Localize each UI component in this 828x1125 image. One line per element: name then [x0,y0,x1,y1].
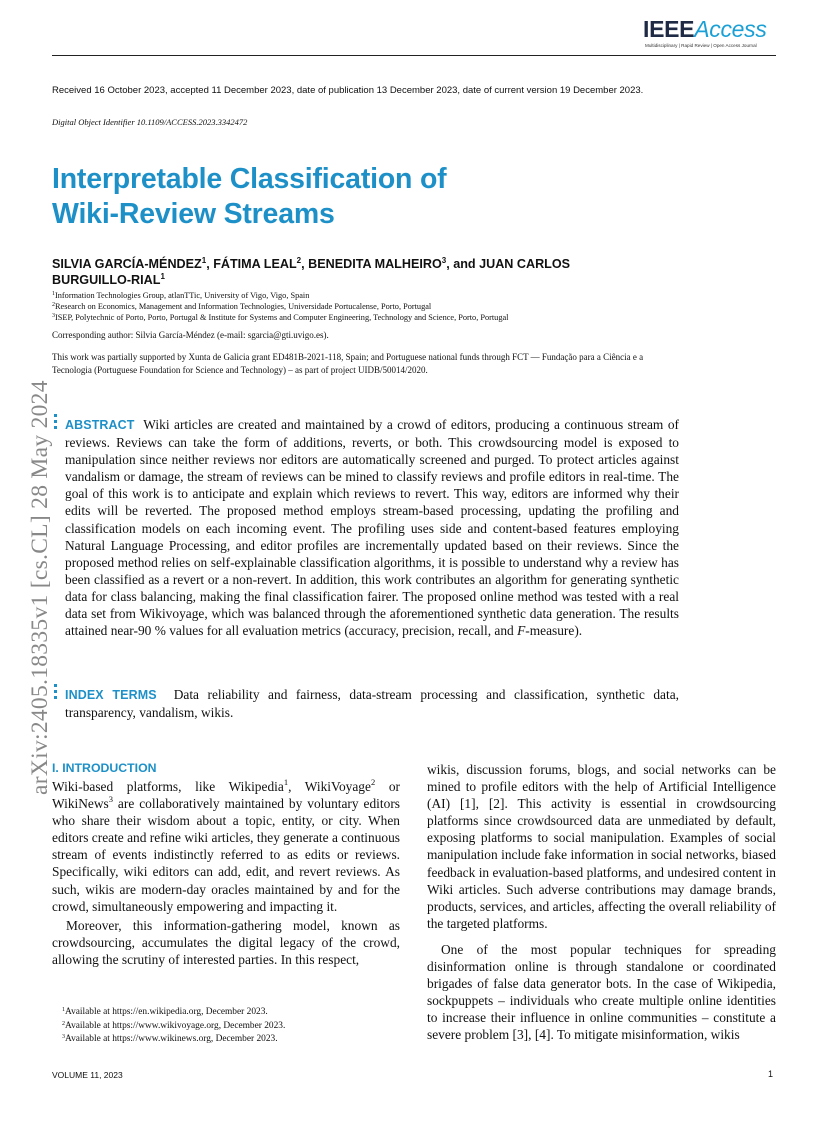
author-3: BENEDITA MALHEIRO [308,257,442,271]
title-line-1: Interpretable Classification of [52,163,447,195]
abstract-text: Wiki articles are created and maintained by a crowd of editors, producing a continuous stream of reviews. Reviews can take the form of additions, reverts, or both. This crowdsourcing model is exposed to manipulation since neither reviews nor editors are automatically screened and purged. To protect articles against vandalism or damage, the stream of reviews can be mined to classify reviews and profile editors in real-time. The goal of this work is to anticipate and explain which reviews to revert. This way, editors are informed why their edits will be reverted. The proposed method employs stream-based processing, updating the profiling and classification models on each incoming event. The profiling uses side and content-based features employing Natural Language Processing, and editor profiles are incrementally updated based on their reviews. Since the proposed method relies on self-explainable classification algorithms, it is possible to understand why a review has been classified as a revert or a non-revert. In addition, this work contributes an algorithm for generating synthetic data for class balancing, making the final classification fairer. The proposed online method was tested with a real data set from Wikivoyage, which was balanced through the aforementioned synthetic data generation. The results attained near-90 % values for all evaluation metrics (accuracy, precision, recall, and [65,417,679,639]
paragraph-text: or WikiNews [52,779,400,812]
abstract-italic-f: F [517,623,526,639]
logo-access-text: Access [694,16,767,42]
author-4: and JUAN CARLOS BURGUILLO-RIAL [52,257,571,287]
index-terms-label: INDEX TERMS [65,688,157,702]
footnote-text: Available at https://www.wikinews.org, December 2023. [65,1034,278,1045]
funding-note: This work was partially supported by Xunta de Galicia grant ED481B-2021-118, Spain; and Portuguese national funds through FCT — Fundação para a Ciência e a Tecnologia (Portuguese Foundation for Science and Technology) – as part of project UIDB/50014/2020. [52,352,644,376]
index-terms-marker-icon [54,684,57,702]
paragraph-text: are collaboratively maintained by voluntary editors who share their wisdom about a topic, entity, or city. When editors create and refine wiki articles, they generate a continuous stream of events indistinctly referred to as edits or reviews. Specifically, wiki editors can add, edit, and revert reviews. As such, wikis are modern-day oracles maintained by and for the crowd, simultaneously empowering and impacting it. [52,796,401,914]
affiliation-item [52,312,752,323]
corresponding-author: Corresponding author: Silvia García-Méndez (e-mail: sgarcia@gti.uvigo.es). [52,330,329,340]
paper-title [52,162,612,232]
paragraph-text: ) [1], [2]. This activity is essential in crowdsourcing platforms since crowdsourced data are unmediated by default, exposing platforms to social manipulation. Examples of social manipulation include fake information in social networks, biased feedback in evaluation-based platforms, and undesired content in Wiki articles. Such adverse contributions may damage brands, products, services, and articles, affecting the overall reliability of the targeted platforms. [427,796,776,931]
footnote-text: Available at https://www.wikivoyage.org, December 2023. [65,1020,286,1031]
abstract-label: ABSTRACT [65,418,135,432]
acronym-ai: AI [431,796,446,812]
abstract-text-end: -measure). [525,623,583,639]
affiliations [52,290,752,324]
intro-paragraph-4: One of the most popular techniques for spreading disinformation online is through standalone or coordinated brigades of false data generator bots. In the case of Wikipedia, sockpuppets – individuals who create multiple online identities to increase their influence in online communities – constitute a severe problem [3], [4]. To mitigate misinformation, wikis [427,941,776,1043]
footnote-ref[interactable]: 1 [283,777,289,787]
index-terms [65,686,679,721]
logo-ieee-text: IEEE [643,16,695,42]
footnote-item [62,1033,392,1047]
section-heading-introduction: I. INTRODUCTION [52,761,157,775]
header-divider [52,55,776,56]
affiliation-number: 1 [52,291,55,297]
affiliation-text: Research on Economics, Management and Information Technologies, Universidade Portucalense, Porto, Portugal [55,302,432,312]
affiliation-number: 3 [52,313,55,320]
footnote-ref[interactable]: 2 [370,777,376,787]
index-terms-text: Data reliability and fairness, data-stream processing and classification, synthetic data, transparency, vandalism, wikis. [65,687,679,721]
abstract-marker-icon [54,414,57,432]
footnote-item [62,1020,392,1034]
publication-dates: Received 16 October 2023, accepted 11 December 2023, date of publication 13 December 2023, date of current version 19 December 2023. [52,85,644,96]
journal-logo [643,16,771,52]
footnote-number: 3 [62,1034,65,1041]
arxiv-stamp: arXiv:2405.18335v1 [cs.CL] 28 May 2024 [27,380,53,795]
author-1: SILVIA GARCÍA-MÉNDEZ [52,257,202,271]
affiliation-number: 2 [52,302,55,309]
author-3-affil: 3 [441,256,447,265]
paragraph-text: , WikiVoyage [288,779,371,794]
doi-line: Digital Object Identifier 10.1109/ACCESS.2023.3342472 [52,117,248,127]
author-4-affil: 1 [160,272,165,281]
affiliation-item [52,301,752,312]
title-line-2: Wiki-Review Streams [52,198,335,230]
footnote-number: 2 [62,1020,65,1027]
affiliation-item [52,290,752,301]
author-2: FÁTIMA LEAL [213,257,297,271]
intro-paragraph-3 [427,761,776,932]
affiliation-text: ISEP, Polytechnic of Porto, Porto, Portugal & Institute for Systems and Computer Engineering, Technology and Science, Porto, Portugal [55,313,509,323]
affiliation-text: Information Technologies Group, atlanTTic, University of Vigo, Vigo, Spain [55,291,310,300]
paragraph-text: Wiki-based platforms, like Wikipedia [52,779,284,794]
footnote-item [62,1006,392,1020]
volume-label: VOLUME 11, 2023 [52,1070,123,1080]
footnote-number: 1 [62,1007,65,1013]
body-column-left [52,778,400,968]
logo-tagline: Multidisciplinary | Rapid Review | Open Access Journal [645,43,757,48]
author-list: SILVIA GARCÍA-MÉNDEZ$^1$, FÁTIMA LEAL$^2$, BENEDITA MALHEIRO$^3$, and JUAN CARLOS BURGUILLO-RIAL$^1$ [52,256,571,287]
paragraph-text: wikis, discussion forums, blogs, and social networks can be mined to profile editors with the help of Artificial Intelligence ( [427,762,776,812]
footnote-text: Available at https://en.wikipedia.org, December 2023. [65,1007,268,1017]
author-2-affil: 2 [296,256,302,265]
body-column-right [427,761,776,1044]
intro-paragraph-2: Moreover, this information-gathering model, known as crowdsourcing, accumulates the digital legacy of the crowd, allowing the scrutiny of interested parties. In this respect, [52,917,400,967]
page-number: 1 [768,1069,774,1079]
intro-paragraph-1 [52,778,400,915]
footnotes [62,1006,392,1047]
abstract [65,416,679,639]
author-1-affil: 1 [201,256,207,265]
footnote-ref[interactable]: 3 [108,794,113,805]
